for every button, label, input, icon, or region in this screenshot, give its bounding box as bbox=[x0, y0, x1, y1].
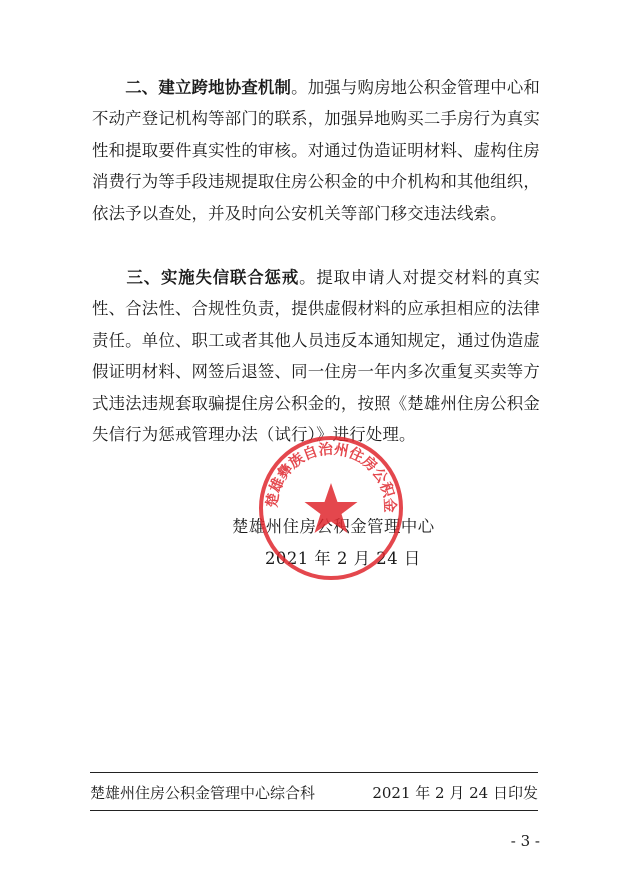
footer-bottom-rule bbox=[90, 810, 538, 811]
seal-stamp-icon bbox=[256, 433, 406, 583]
footer-top-rule bbox=[90, 772, 538, 773]
section-two-body: 。加强与购房地公积金管理中心和不动产登记机构等部门的联系，加强异地购买二手房行为真实性和提取要件真实性的审核。对通过伪造证明材料、虚构住房消费行为等手段违规提取住房公积金的中介机构和其他组织，依法予以查处，并及时向公安机关等部门移交违法线索。 bbox=[92, 78, 541, 223]
footer-issue-date: 2021 年 2 月 24 日印发 bbox=[372, 784, 538, 802]
section-three-body: 。提取申请人对提交材料的真实性、合法性、合规性负责，提供虚假材料的应承担相应的法律责任。单位、职工或者其他人员违反本通知规定，通过伪造虚假证明材料、网签后退签、同一住房一年内多次重复买卖等方式违法违规套取骗提住房公积金的，按照《楚雄州住房公积金失信行为惩戒管理办法（试行）》进行处理。 bbox=[92, 268, 540, 445]
signature-organization: 楚雄州住房公积金管理中心 bbox=[232, 517, 435, 536]
seal-text: 楚雄彝族自治州住房公积金 bbox=[264, 441, 398, 513]
section-two-heading: 二、建立跨地协查机制 bbox=[125, 78, 292, 97]
signature-date: 2021 年 2 月 24 日 bbox=[265, 549, 421, 568]
section-three-heading: 三、实施失信联合惩戒 bbox=[126, 268, 300, 287]
section-two-paragraph bbox=[92, 72, 540, 229]
official-seal bbox=[256, 433, 406, 583]
seal-star-icon bbox=[305, 483, 358, 533]
footer-issuer: 楚雄州住房公积金管理中心综合科 bbox=[90, 784, 316, 802]
page-number: - 3 - bbox=[510, 832, 540, 850]
section-three-paragraph bbox=[92, 262, 540, 450]
